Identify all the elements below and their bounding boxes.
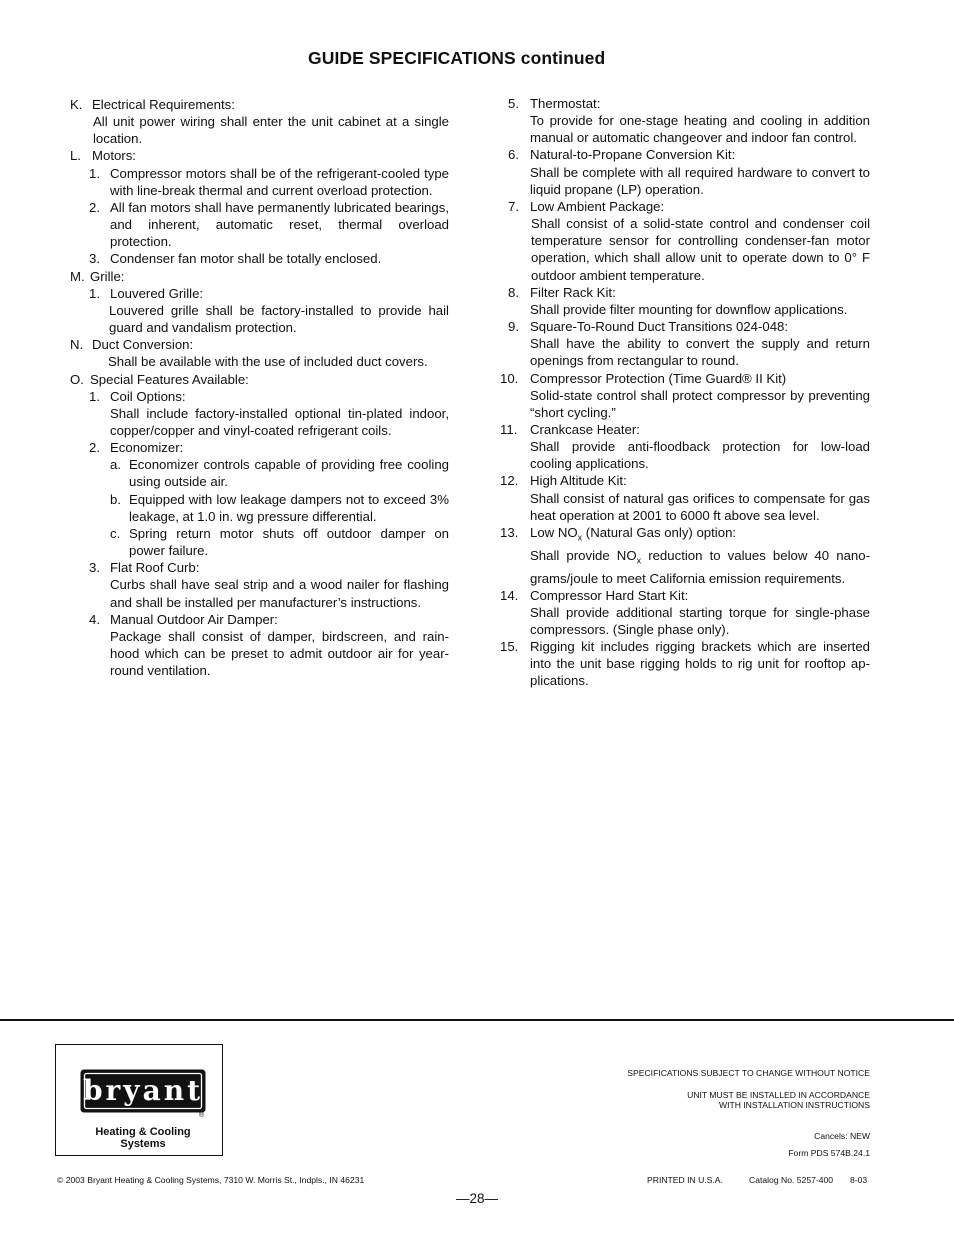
section-label: K. bbox=[70, 97, 83, 112]
subitem-letter: a. bbox=[110, 457, 121, 473]
item-number: 1. bbox=[89, 285, 100, 301]
title-part: Low NO bbox=[530, 524, 578, 540]
list-subitem bbox=[110, 491, 449, 525]
logo-tagline: Heating & Cooling Systems bbox=[95, 1126, 191, 1150]
list-item bbox=[89, 165, 449, 199]
section-k bbox=[70, 96, 449, 147]
item-title: Filter Rack Kit: bbox=[530, 284, 616, 300]
list-item bbox=[500, 318, 870, 369]
section-title: Special Features Available: bbox=[90, 371, 249, 387]
bryant-logo bbox=[55, 1044, 223, 1156]
item-text: Compressor motors shall be of the refrigerant-cooled type with line-break thermal and current overload protection. bbox=[110, 165, 449, 198]
logo-wordmark: bryant bbox=[82, 1074, 204, 1107]
list-item bbox=[89, 250, 449, 267]
section-title: Motors: bbox=[92, 148, 136, 164]
section-label: N. bbox=[70, 337, 84, 353]
notice-installation-line1: UNIT MUST BE INSTALLED IN ACCORDANCE bbox=[687, 1090, 870, 1100]
section-text: Shall be available with the use of included duct covers. bbox=[108, 354, 428, 370]
item-number: 13. bbox=[500, 524, 519, 540]
list-item bbox=[500, 587, 870, 638]
item-number: 3. bbox=[89, 560, 100, 576]
item-title: Coil Options: bbox=[110, 388, 186, 404]
list-item bbox=[89, 439, 449, 559]
item-title: Manual Outdoor Air Damper: bbox=[110, 611, 278, 627]
list-item bbox=[500, 370, 870, 421]
item-title: Natural-to-Propane Conversion Kit: bbox=[530, 147, 736, 163]
cancels-note: Cancels: NEW bbox=[814, 1131, 870, 1141]
item-number: 9. bbox=[508, 319, 519, 335]
item-text: All fan motors shall have permanently lubricated bearings, and inherent, automatic reset, thermal overload protection. bbox=[110, 199, 449, 250]
list-item bbox=[500, 284, 870, 318]
item-number: 5. bbox=[508, 96, 519, 111]
item-text: Shall be complete with all required hardware to convert to liquid propane (LP) operation. bbox=[530, 164, 870, 197]
item-number: 11. bbox=[500, 421, 518, 437]
item-title: Square-To-Round Duct Transitions 024-048: bbox=[530, 319, 789, 335]
subitem-text: Economizer controls capable of providing free cooling using outside air. bbox=[129, 457, 449, 490]
item-text: Shall provide anti-floodback protection for low-load cooling applications. bbox=[530, 439, 870, 472]
item-text bbox=[530, 547, 870, 587]
item-title: Low Ambient Package: bbox=[530, 198, 665, 214]
item-number: 10. bbox=[500, 370, 519, 386]
item-number: 4. bbox=[89, 611, 100, 627]
left-column bbox=[70, 96, 449, 679]
list-item bbox=[89, 559, 449, 610]
list-item bbox=[500, 421, 870, 472]
list-item bbox=[89, 285, 449, 336]
list-item bbox=[89, 199, 449, 250]
section-o bbox=[70, 371, 449, 680]
item-text: Rigging kit includes rigging brackets which are inserted into the unit base rigging holds to rig unit for rooftop applications. bbox=[530, 639, 870, 689]
list-item bbox=[500, 524, 870, 587]
subitem-letter: b. bbox=[110, 491, 121, 507]
item-title: Louvered Grille: bbox=[110, 285, 204, 301]
page-title: GUIDE SPECIFICATIONS continued bbox=[308, 48, 606, 68]
printed-in: PRINTED IN U.S.A. bbox=[647, 1175, 723, 1185]
subitem-text: Spring return motor shuts off outdoor damper on power failure. bbox=[129, 525, 449, 559]
item-number: 8. bbox=[508, 284, 519, 300]
item-number: 1. bbox=[89, 388, 100, 404]
list-item bbox=[89, 611, 449, 680]
item-title: High Altitude Kit: bbox=[530, 473, 627, 489]
footer-rule bbox=[0, 1019, 954, 1021]
item-text: Shall provide additional starting torque for single-phase compressors. (Single phase only). bbox=[530, 604, 870, 637]
item-text: Shall provide filter mounting for downflow applications. bbox=[530, 301, 848, 317]
section-label: O. bbox=[70, 371, 84, 387]
list-item bbox=[500, 638, 870, 689]
subitem-letter: c. bbox=[110, 525, 121, 541]
item-title bbox=[530, 524, 870, 547]
section-text: All unit power wiring shall enter the unit cabinet at a single location. bbox=[93, 114, 449, 147]
catalog-number: Catalog No. 5257-400 bbox=[749, 1175, 834, 1185]
item-number: 2. bbox=[89, 440, 100, 456]
item-text: Louvered grille shall be factory-installed to provide hail guard and vandalism protection. bbox=[109, 302, 449, 336]
section-title: Duct Conversion: bbox=[92, 337, 194, 353]
item-text: Condenser fan motor shall be totally enclosed. bbox=[110, 251, 382, 267]
registered-mark: ® bbox=[199, 1112, 205, 1119]
copyright: © 2003 Bryant Heating & Cooling Systems, 7310 W. Morris St., Indpls., IN 46231 bbox=[57, 1175, 365, 1185]
section-label: M. bbox=[70, 268, 85, 284]
item-text: Shall include factory-installed optional tin-plated indoor, copper/copper and vinyl-coated refrigerant coils. bbox=[110, 405, 449, 438]
subitem-text: Equipped with low leakage dampers not to exceed 3% leakage, at 1.0 in. wg pressure differential. bbox=[129, 491, 449, 524]
item-title: Flat Roof Curb: bbox=[110, 560, 200, 576]
item-text: To provide for one-stage heating and cooling in addition manual or automatic changeover and indoor fan control. bbox=[530, 113, 870, 146]
item-text: Shall consist of natural gas orifices to compensate for gas heat operation at 2001 to 6000 ft above sea level. bbox=[530, 490, 870, 523]
item-number: 7. bbox=[508, 198, 519, 214]
notice-specifications: SPECIFICATIONS SUBJECT TO CHANGE WITHOUT NOTICE bbox=[627, 1068, 870, 1078]
list-item bbox=[500, 198, 870, 284]
list-item bbox=[500, 95, 870, 146]
item-number: 2. bbox=[89, 199, 100, 215]
item-text: Package shall consist of damper, birdscreen, and rainhood which can be preset to admit outdoor air for year-round ventilation. bbox=[110, 628, 449, 679]
list-item bbox=[89, 388, 449, 439]
notice-installation-line2: WITH INSTALLATION INSTRUCTIONS bbox=[718, 1100, 870, 1110]
section-title: Electrical Requirements: bbox=[92, 97, 235, 112]
item-number: 1. bbox=[89, 165, 100, 181]
item-title: Crankcase Heater: bbox=[530, 421, 640, 437]
item-text: Curbs shall have seal strip and a wood nailer for flashing and shall be installed per manufacturer’s instructions. bbox=[110, 577, 449, 610]
item-title: Economizer: bbox=[110, 440, 184, 456]
item-text: Shall consist of a solid-state control and condenser coil temperature sensor for controlling condenser-fan motor operation, which shall allow unit to operate down to 0° F outdoor ambient temperature. bbox=[531, 216, 870, 283]
item-title: Compressor Hard Start Kit: bbox=[530, 587, 689, 603]
subscript: x bbox=[577, 532, 583, 543]
item-text: Solid-state control shall protect compressor by preventing “short cycling.” bbox=[530, 387, 870, 420]
text-part: reduction to values below 40 nanograms/joule to meet California emission requirements. bbox=[530, 547, 870, 586]
item-number: 6. bbox=[508, 147, 519, 163]
item-number: 3. bbox=[89, 251, 100, 267]
form-number: Form PDS 574B.24.1 bbox=[788, 1148, 870, 1158]
item-title: Thermostat: bbox=[530, 96, 601, 111]
catalog-date: 8-03 bbox=[850, 1175, 868, 1185]
list-item bbox=[500, 472, 870, 523]
list-subitem bbox=[110, 456, 449, 490]
item-title: Compressor Protection (Time Guard® II Kit) bbox=[530, 370, 787, 386]
page-number: —28— bbox=[455, 1191, 499, 1206]
section-l bbox=[70, 147, 449, 267]
item-number: 15. bbox=[500, 639, 519, 655]
section-n bbox=[70, 336, 449, 370]
text-part: Shall provide NO bbox=[530, 547, 637, 563]
item-number: 14. bbox=[500, 587, 519, 603]
right-column bbox=[500, 95, 870, 690]
section-m bbox=[70, 268, 449, 337]
item-number: 12. bbox=[500, 473, 519, 489]
section-title: Grille: bbox=[90, 268, 125, 284]
subscript: x bbox=[636, 555, 642, 566]
title-part: (Natural Gas only) option: bbox=[582, 524, 737, 540]
section-label: L. bbox=[70, 148, 81, 164]
item-text: Shall have the ability to convert the supply and return openings from rectangular to round. bbox=[530, 336, 870, 369]
list-item bbox=[500, 146, 870, 197]
list-subitem bbox=[110, 525, 449, 559]
